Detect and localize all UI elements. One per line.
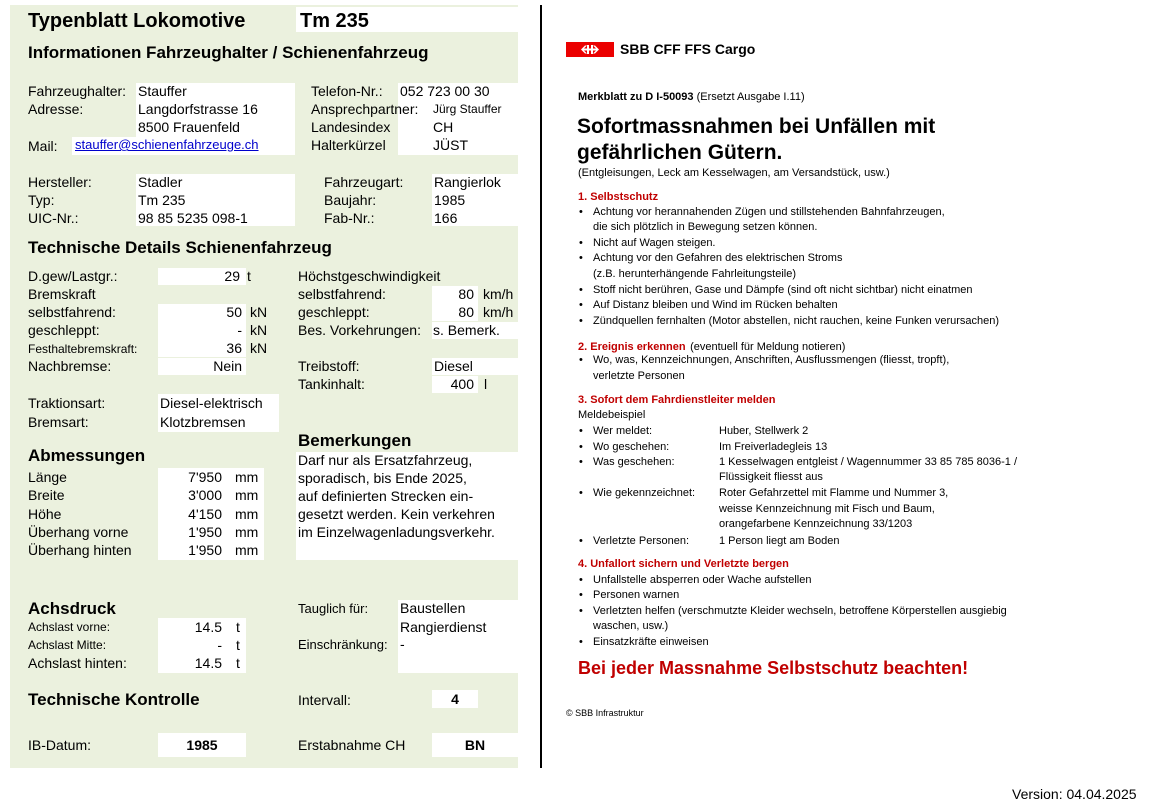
brake-towed-label: geschleppt: [28,322,100,338]
s4-item: Verletzten helfen (verschmutzte Kleider wechseln, betroffene Körperstellen ausgiebig [593,605,1007,617]
interval-value: 4 [451,691,459,707]
bullet-icon: • [579,589,583,601]
s3-value-cont: Flüssigkeit fliesst aus [719,471,823,483]
phone-label: Telefon-Nr.: [311,83,383,99]
s4-heading: 4. Unfallort sichern und Verletzte bergen [578,558,789,570]
afterbrake-label: Nachbremse: [28,358,112,374]
remarks-line: sporadisch, bis Ende 2025, [298,470,467,486]
dim-value: 1'950 [188,524,222,540]
sheet-title: Typenblatt Lokomotive [28,10,246,32]
brake-hold-value: 36 [226,340,242,356]
bullet-icon: • [579,354,583,366]
control-heading: Technische Kontrolle [28,690,200,709]
address-line1: Langdorfstrasse 16 [138,101,258,117]
afterbrake-value: Nein [213,358,242,374]
owner-heading: Informationen Fahrzeughalter / Schienenfahrzeug [28,43,429,62]
suitable-label: Tauglich für: [298,601,369,616]
s1-item: Achtung vor herannahenden Zügen und stillstehenden Bahnfahrzeugen, [593,206,945,218]
year-label: Baujahr: [324,192,377,208]
s4-item-cont: waschen, usw.) [593,620,669,632]
fuel-value: Diesel [434,358,473,374]
dim-value: 3'000 [188,487,222,503]
dim-label: Höhe [28,506,62,522]
speed-self-unit: km/h [483,286,514,302]
country-label: Landesindex [311,119,391,135]
bullet-icon: • [579,252,583,264]
contact-value: Jürg Stauffer [433,102,502,116]
brake-self-label: selbstfahrend: [28,304,116,320]
weight-unit: t [247,268,251,284]
brake-self-value: 50 [226,304,242,320]
phone-value: 052 723 00 30 [400,83,490,99]
s3-value-cont: orangefarbene Kennzeichnung 33/1203 [719,518,913,530]
dim-value: 7'950 [188,469,222,485]
speed-label: Höchstgeschwindigkeit [298,268,441,284]
maker-value: Stadler [138,174,183,190]
column-divider [540,5,542,768]
axle-mid-label: Achslast Mitte: [28,638,107,652]
brake-self-unit: kN [250,304,268,320]
s3-value: 1 Kesselwagen entgleist / Wagennummer 33 85 785 8036-1 / [719,456,1017,468]
ib-label: IB-Datum: [28,737,92,753]
s2-note: (eventuell für Meldung notieren) [690,341,846,353]
fuel-label: Treibstoff: [298,358,360,374]
s1-heading: 1. Selbstschutz [578,191,659,203]
axle-front-label: Achslast vorne: [28,620,111,634]
axle-rear-value: 14.5 [194,655,222,671]
bullet-icon: • [579,315,583,327]
s1-item: Achtung vor den Gefahren des elektrischen Stroms [593,252,843,264]
s1-item-cont: die sich plötzlich in Bewegung setzen können. [593,221,818,233]
uic-label: UIC-Nr.: [28,210,79,226]
bullet-icon: • [579,237,583,249]
merkblatt-note: (Ersetzt Ausgabe I.11) [696,91,805,103]
dim-unit: mm [235,506,259,522]
uic-value: 98 85 5235 098-1 [138,210,248,226]
type-value: Tm 235 [138,192,186,208]
s2-item: Wo, was, Kennzeichnungen, Anschriften, Ausflussmengen (fliesst, tropft), [593,354,950,366]
s1-item: Stoff nicht berühren, Gase und Dämpfe (sind oft nicht sichtbar) nicht einatmen [593,284,973,296]
keeper-label: Halterkürzel [311,137,386,153]
axle-front-unit: t [236,619,240,635]
s3-value: 1 Person liegt am Boden [719,535,840,547]
country-value: CH [433,119,454,135]
restriction-label: Einschränkung: [298,637,388,652]
sbb-brand: SBB CFF FFS Cargo [620,41,756,57]
dims-heading: Abmessungen [28,446,146,465]
bullet-icon: • [579,487,583,499]
axle-rear-unit: t [236,655,240,671]
special-value: s. Bemerk. [433,322,500,338]
braketype-value: Klotzbremsen [160,414,246,430]
s3-key: Wo geschehen: [593,441,670,453]
interval-label: Intervall: [298,692,351,708]
tank-label: Tankinhalt: [298,376,365,392]
holder-value: Stauffer [138,83,187,99]
axle-front-value: 14.5 [194,619,222,635]
s3-key: Wer meldet: [593,425,653,437]
type-label: Typ: [28,192,55,208]
traction-label: Traktionsart: [28,395,106,411]
version-label: Version: 04.04.2025 [1012,786,1137,802]
dim-unit: mm [235,487,259,503]
dim-value: 1'950 [188,542,222,558]
axle-rear-label: Achslast hinten: [28,655,127,671]
s3-key: Wie gekennzeichnet: [593,487,696,499]
restriction-value: - [400,636,405,652]
traction-value: Diesel-elektrisch [160,395,263,411]
sbb-title-2: gefährlichen Gütern. [577,141,783,164]
remarks-line: Darf nur als Ersatzfahrzeug, [298,452,473,468]
brake-towed-unit: kN [250,322,268,338]
bullet-icon: • [579,284,583,296]
remarks-line: gesetzt werden. Kein verkehren [298,506,495,522]
serial-value: 166 [434,210,458,226]
axle-mid-unit: t [236,637,240,653]
speed-self-value: 80 [458,286,474,302]
weight-value: 29 [224,268,240,284]
tank-unit: l [484,376,488,392]
s3-value-cont: weisse Kennzeichnung mit Fisch und Baum, [719,503,935,515]
maker-label: Hersteller: [28,174,92,190]
bullet-icon: • [579,456,583,468]
remarks-line: im Einzelwagenladungsverkehr. [298,524,495,540]
mail-label: Mail: [28,138,58,154]
s3-key: Verletzte Personen: [593,535,690,547]
keeper-value: JÜST [433,137,468,153]
s1-item-cont: (z.B. herunterhängende Fahrleitungsteile) [593,268,797,280]
model-title: Tm 235 [300,10,369,32]
bullet-icon: • [579,299,583,311]
bullet-icon: • [579,535,583,547]
s3-key: Was geschehen: [593,456,675,468]
speed-towed-value: 80 [458,304,474,320]
brake-towed-value: - [237,322,242,338]
contact-label: Ansprechpartner: [311,101,419,117]
kind-label: Fahrzeugart: [324,174,404,190]
special-label: Bes. Vorkehrungen: [298,322,421,338]
bullet-icon: • [579,605,583,617]
axle-heading: Achsdruck [28,599,116,618]
merkblatt-line [578,90,805,104]
s3-value: Im Freiverladegleis 13 [719,441,828,453]
s1-item: Auf Distanz bleiben und Wind im Rücken behalten [593,299,838,311]
kind-value: Rangierlok [434,174,501,190]
brake-hold-label: Festhaltebremskraft: [28,342,138,356]
axle-mid-value: - [217,637,222,653]
mail-link[interactable]: stauffer@schienenfahrzeuge.ch [75,137,259,152]
dim-unit: mm [235,524,259,540]
s2-item-cont: verletzte Personen [593,370,685,382]
holder-label: Fahrzeughalter: [28,83,127,99]
brake-hold-unit: kN [250,340,268,356]
bullet-icon: • [579,574,583,586]
s3-heading: 3. Sofort dem Fahrdienstleiter melden [578,394,776,406]
dim-unit: mm [235,469,259,485]
s3-sub: Meldebeispiel [578,409,646,421]
speed-towed-label: geschleppt: [298,304,370,320]
sbb-copyright: © SBB Infrastruktur [566,708,644,718]
dim-value: 4'150 [188,506,222,522]
bullet-icon: • [579,206,583,218]
dim-label: Überhang vorne [28,524,129,540]
speed-towed-unit: km/h [483,304,514,320]
bullet-icon: • [579,425,583,437]
first-label: Erstabnahme CH [298,737,406,753]
sbb-subtitle: (Entgleisungen, Leck am Kesselwagen, am Versandstück, usw.) [578,167,890,179]
remarks-line: auf definierten Strecken ein- [298,488,474,504]
speed-self-label: selbstfahrend: [298,286,386,302]
sbb-slogan: Bei jeder Massnahme Selbstschutz beachten! [578,658,969,678]
brake-label: Bremskraft [28,286,96,302]
year-value: 1985 [434,192,466,208]
dim-unit: mm [235,542,259,558]
bullet-icon: • [579,636,583,648]
s4-item: Unfallstelle absperren oder Wache aufstellen [593,574,812,586]
suitable-value-1: Baustellen [400,600,466,616]
s3-value: Roter Gefahrzettel mit Flamme und Nummer 3, [719,487,949,499]
s4-item: Einsatzkräfte einweisen [593,636,709,648]
address-line2: 8500 Frauenfeld [138,119,240,135]
first-value: BN [464,737,486,753]
address-label: Adresse: [28,101,84,117]
merkblatt-ref: Merkblatt zu D I-50093 [578,91,694,103]
tank-value: 400 [450,376,474,392]
sbb-logo-icon [566,42,614,57]
dim-label: Breite [28,487,65,503]
tech-heading: Technische Details Schienenfahrzeug [28,238,332,257]
s4-item: Personen warnen [593,589,680,601]
s1-item: Nicht auf Wagen steigen. [593,237,716,249]
dim-label: Länge [28,469,67,485]
remarks-heading: Bemerkungen [298,431,412,450]
sbb-title-1: Sofortmassnahmen bei Unfällen mit [577,115,936,138]
braketype-label: Bremsart: [28,414,89,430]
s1-item: Zündquellen fernhalten (Motor abstellen, nicht rauchen, keine Funken verursachen) [593,315,1000,327]
serial-label: Fab-Nr.: [324,210,375,226]
s3-value: Huber, Stellwerk 2 [719,425,809,437]
ib-value: 1985 [186,737,218,753]
suitable-value-2: Rangierdienst [400,619,487,635]
bullet-icon: • [579,441,583,453]
weight-label: D.gew/Lastgr.: [28,268,118,284]
s2-heading: 2. Ereignis erkennen [578,341,686,353]
dim-label: Überhang hinten [28,542,132,558]
